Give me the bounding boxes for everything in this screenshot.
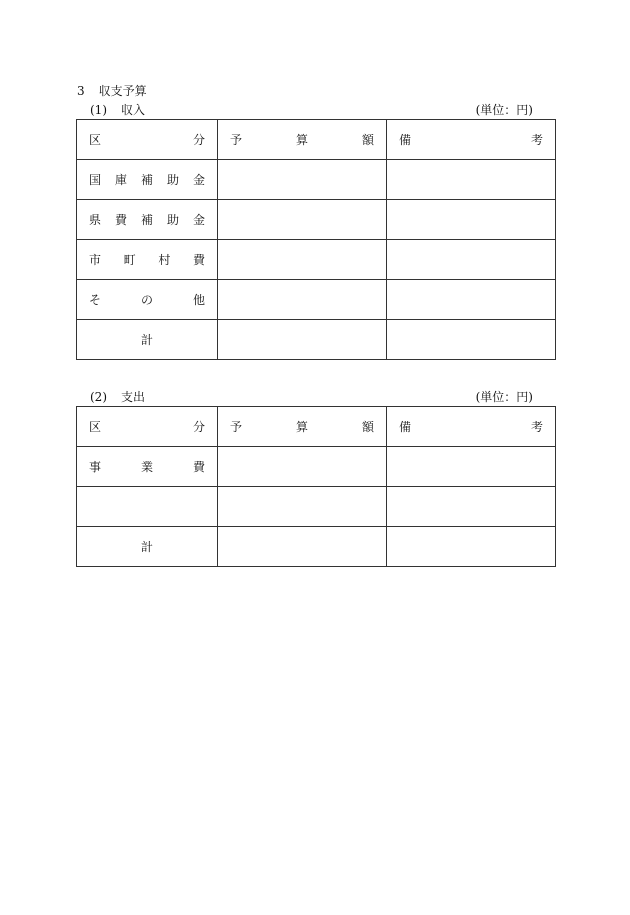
row-label <box>77 200 218 240</box>
note-cell <box>387 447 556 487</box>
expense-subtitle <box>90 390 145 404</box>
label-char: 考 <box>530 133 543 147</box>
spread-text <box>230 418 374 435</box>
note-cell <box>387 487 556 527</box>
table-row <box>77 487 556 527</box>
header-category <box>77 407 218 447</box>
label-char: 国 <box>89 173 102 187</box>
spread-text <box>89 418 205 435</box>
label-char: 区 <box>89 133 102 147</box>
budget-cell <box>218 527 387 567</box>
note-cell <box>387 160 556 200</box>
header-note <box>387 407 556 447</box>
label-char: 町 <box>123 253 136 267</box>
label-char: 考 <box>530 420 543 434</box>
spread-text <box>89 211 205 228</box>
income-section <box>76 103 555 360</box>
label-char: 金 <box>192 173 205 187</box>
spread-text <box>89 131 205 148</box>
row-label <box>77 240 218 280</box>
label-char: の <box>140 293 153 307</box>
total-label: 計 <box>77 320 218 360</box>
spread-text <box>230 131 374 148</box>
row-label <box>77 160 218 200</box>
label-char: 業 <box>140 460 153 474</box>
spread-text <box>399 418 543 435</box>
label-char: 村 <box>158 253 171 267</box>
expense-table <box>76 406 556 567</box>
label-char: 額 <box>361 420 374 434</box>
table-row <box>77 240 556 280</box>
expense-section <box>76 390 555 567</box>
label-char: 事 <box>89 460 102 474</box>
income-number: (1) <box>90 103 107 117</box>
header-budget <box>218 120 387 160</box>
budget-cell <box>218 160 387 200</box>
label-char: 予 <box>230 133 243 147</box>
spread-text <box>89 291 205 308</box>
label-char: 庫 <box>114 173 127 187</box>
note-cell <box>387 200 556 240</box>
expense-total-row <box>77 527 556 567</box>
spread-text <box>89 458 205 475</box>
header-budget <box>218 407 387 447</box>
header-category <box>77 120 218 160</box>
table-row <box>77 160 556 200</box>
label-char: 補 <box>140 173 153 187</box>
budget-cell <box>218 280 387 320</box>
label-char: 額 <box>361 133 374 147</box>
label-char: 費 <box>192 253 205 267</box>
row-label <box>77 280 218 320</box>
income-unit: (単位：円) <box>475 103 533 117</box>
income-title: 収入 <box>121 103 146 117</box>
expense-header-row <box>77 407 556 447</box>
label-char: 他 <box>192 293 205 307</box>
budget-cell <box>218 487 387 527</box>
income-table <box>76 119 556 360</box>
label-char: 市 <box>89 253 102 267</box>
income-header-row <box>77 120 556 160</box>
table-row <box>77 280 556 320</box>
expense-heading-row <box>76 390 555 406</box>
label-char: 助 <box>166 213 179 227</box>
section-number: 3 <box>77 84 85 98</box>
expense-number: (2) <box>90 390 107 404</box>
income-heading-row <box>76 103 555 119</box>
budget-cell <box>218 447 387 487</box>
label-char: 県 <box>89 213 102 227</box>
label-char: 区 <box>89 420 102 434</box>
table-row <box>77 447 556 487</box>
header-note <box>387 120 556 160</box>
spread-text <box>89 171 205 188</box>
income-total-row <box>77 320 556 360</box>
expense-unit: (単位：円) <box>475 390 533 404</box>
label-char: 費 <box>114 213 127 227</box>
section-title <box>77 84 147 98</box>
row-label <box>77 487 218 527</box>
spread-text <box>89 251 205 268</box>
note-cell <box>387 280 556 320</box>
label-char: 補 <box>140 213 153 227</box>
budget-cell <box>218 320 387 360</box>
spread-text <box>399 131 543 148</box>
label-char: 分 <box>192 420 205 434</box>
label-char: 費 <box>192 460 205 474</box>
table-row <box>77 200 556 240</box>
budget-cell <box>218 240 387 280</box>
section-heading: 収支予算 <box>98 84 147 98</box>
row-label <box>77 447 218 487</box>
label-char: 備 <box>399 133 412 147</box>
budget-cell <box>218 200 387 240</box>
total-label: 計 <box>77 527 218 567</box>
label-char: 助 <box>166 173 179 187</box>
income-subtitle <box>90 103 145 117</box>
label-char: そ <box>89 293 102 307</box>
note-cell <box>387 320 556 360</box>
label-char: 金 <box>192 213 205 227</box>
label-char: 算 <box>295 133 308 147</box>
label-char: 算 <box>295 420 308 434</box>
note-cell <box>387 527 556 567</box>
label-char: 予 <box>230 420 243 434</box>
label-char: 分 <box>192 133 205 147</box>
expense-title: 支出 <box>121 390 146 404</box>
label-char: 備 <box>399 420 412 434</box>
note-cell <box>387 240 556 280</box>
